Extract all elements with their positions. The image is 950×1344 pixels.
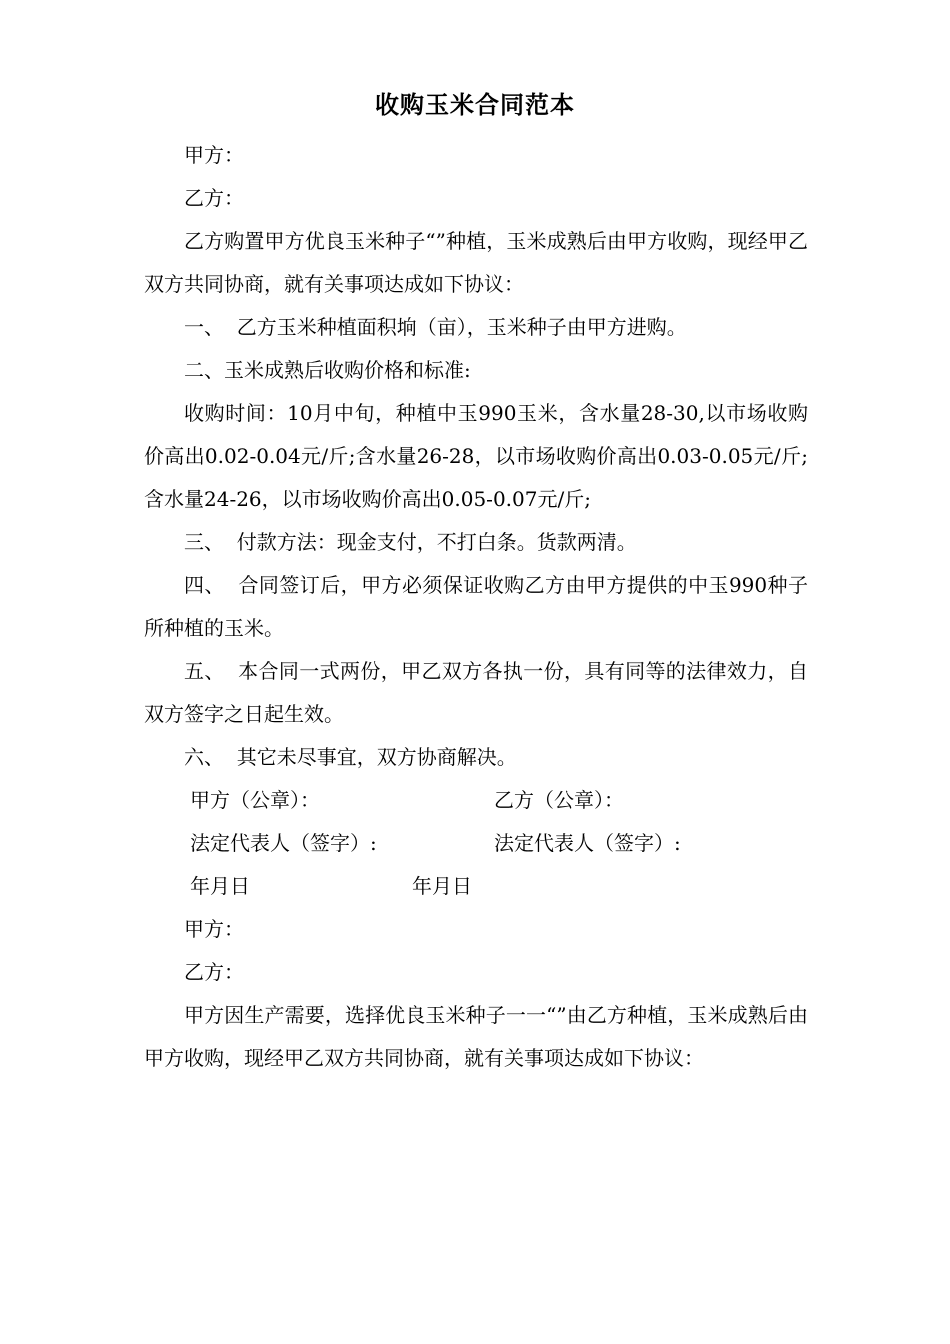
clause-5: 五、 本合同一式两份，甲乙双方各执一份，具有同等的法律效力，自双方签字之日起生效。 — [144, 659, 808, 726]
signature-rep-row — [144, 822, 808, 865]
clause-2-detail: 收购时间：10月中旬，种植中玉990玉米，含水量28-30,以市场收购价高出0.02-0.04元/斤;含水量26-28，以市场收购价高出0.03-0.05元/斤;含水量24-26，以市场收购价高出0.05-0.07元/斤; — [144, 401, 808, 511]
intro-paragraph: 乙方购置甲方优良玉米种子“”种植，玉米成熟后由甲方收购，现经甲乙双方共同协商，就有关事项达成如下协议： — [144, 229, 808, 296]
party-b-seal-label: 乙方（公章）： — [494, 788, 624, 812]
party-a-line-2: 甲方： — [184, 917, 244, 941]
party-b-line: 乙方： — [184, 186, 244, 210]
party-b-rep-label: 法定代表人（签字）: — [494, 831, 681, 855]
party-a-date: 年月日 — [190, 874, 250, 898]
party-a-seal-label: 甲方（公章）： — [190, 788, 320, 812]
clause-3: 三、 付款方法：现金支付，不打白条。货款两清。 — [184, 530, 637, 554]
party-b-line-2: 乙方： — [184, 960, 244, 984]
clause-2: 二、玉米成熟后收购价格和标准: — [184, 358, 471, 382]
party-a-rep-label: 法定代表人（签字）: — [190, 831, 377, 855]
signature-seal-row — [144, 779, 808, 822]
signature-date-row — [144, 865, 808, 908]
party-b-date: 年月日 — [412, 874, 472, 898]
clause-4: 四、 合同签订后，甲方必须保证收购乙方由甲方提供的中玉990种子所种植的玉米。 — [144, 573, 808, 640]
document-body — [144, 134, 808, 1080]
document-title: 收购玉米合同范本 — [375, 91, 575, 119]
intro-paragraph-2: 甲方因生产需要，选择优良玉米种子一一“”由乙方种植，玉米成熟后由甲方收购，现经甲乙双方共同协商，就有关事项达成如下协议： — [144, 1003, 808, 1070]
clause-1: 一、 乙方玉米种植面积垧（亩），玉米种子由甲方进购。 — [184, 315, 687, 339]
party-a-line: 甲方： — [184, 143, 244, 167]
clause-6: 六、 其它未尽事宜，双方协商解决。 — [184, 745, 517, 769]
